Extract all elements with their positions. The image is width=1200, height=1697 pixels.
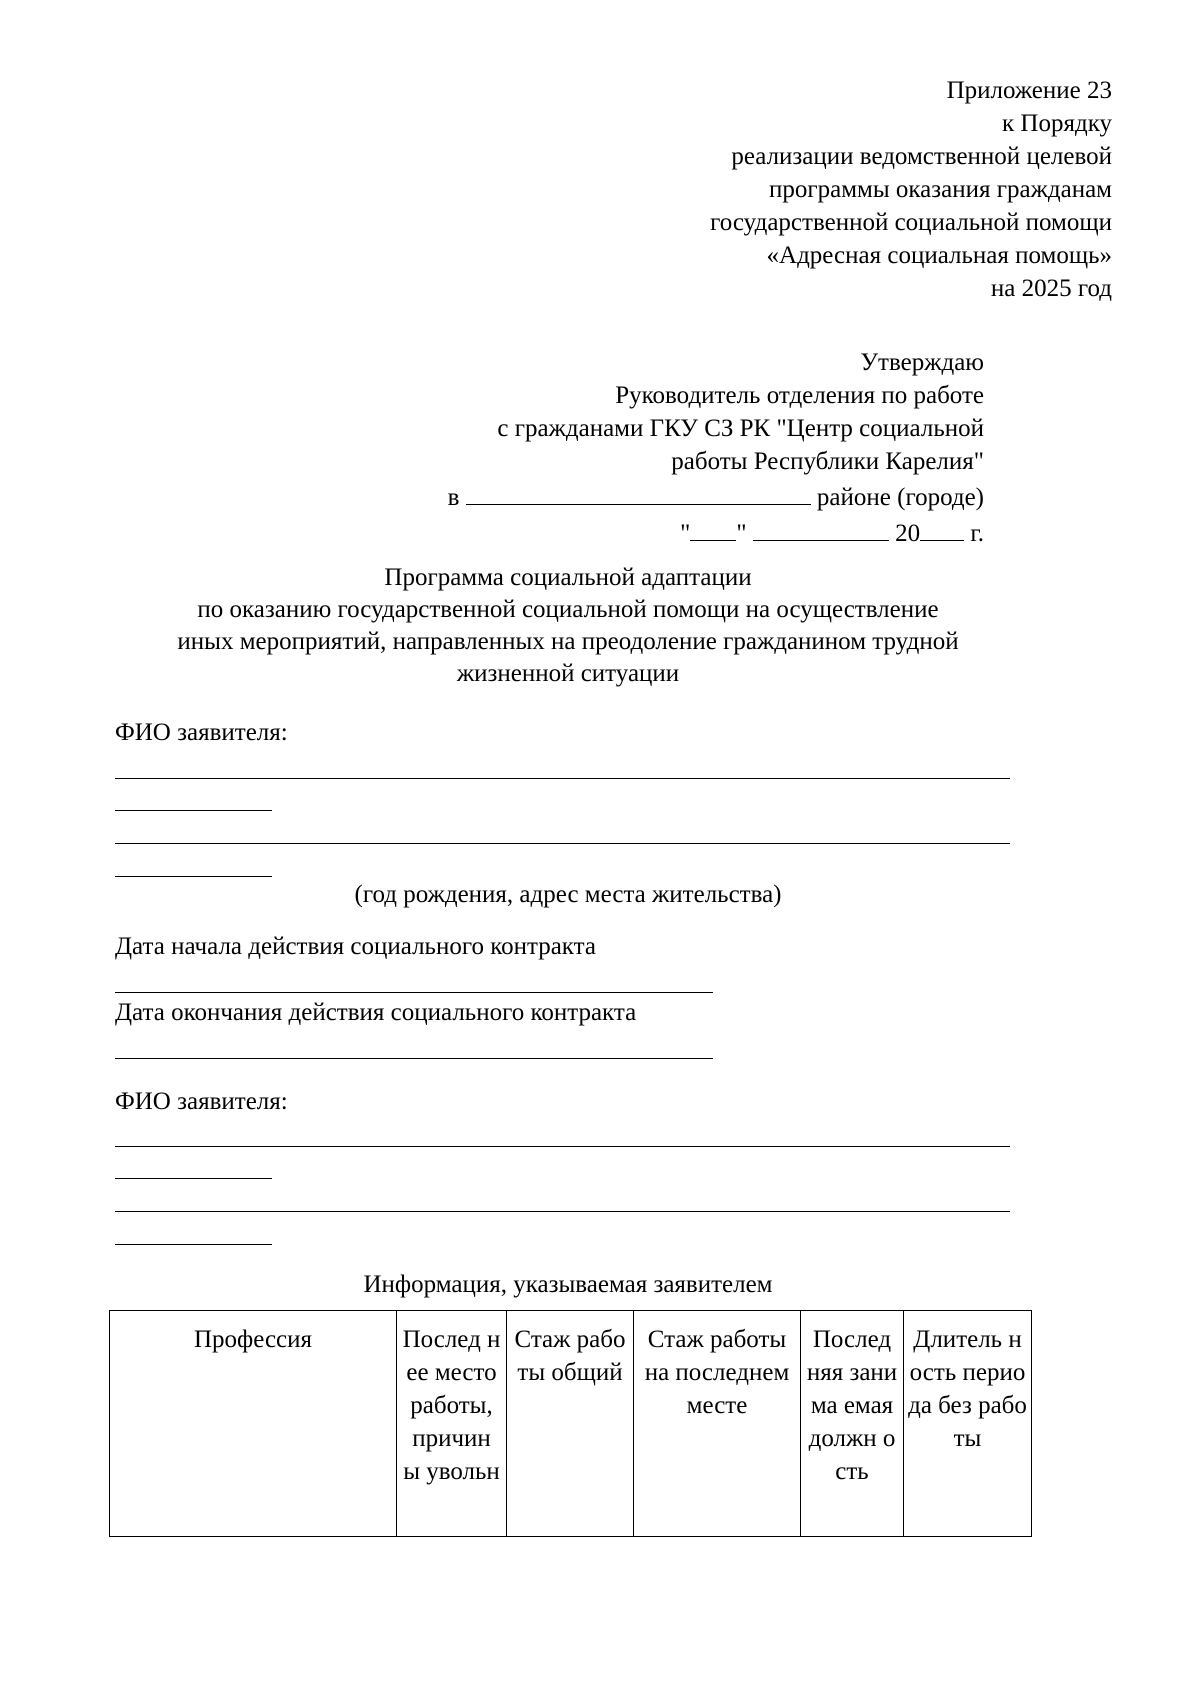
approval-line: Руководитель отделения по работе xyxy=(615,382,984,409)
approval-block xyxy=(448,346,984,550)
applicant-name-label: ФИО заявителя: xyxy=(115,1088,288,1115)
contract-start-label: Дата начала действия социального контракта xyxy=(115,933,596,960)
date-day-blank-field[interactable] xyxy=(690,514,736,541)
date-quote-close: " xyxy=(736,520,747,547)
date-year-prefix: 20 xyxy=(895,520,921,547)
date-month-blank-field[interactable] xyxy=(753,514,889,541)
district-line xyxy=(448,478,984,514)
column-header-last-position: Послед няя занима емая должн ость xyxy=(801,1311,904,1537)
appendix-line: государственной социальной помощи xyxy=(710,209,1112,236)
approval-line: с гражданами ГКУ СЗ РК "Центр социальной xyxy=(497,415,984,442)
appendix-line: на 2025 год xyxy=(990,275,1112,302)
birth-address-caption: (год рождения, адрес места жительства) xyxy=(354,881,782,908)
column-header-total-experience: Стаж работы общий xyxy=(507,1311,634,1537)
appendix-reference xyxy=(710,74,1112,305)
contract-end-label: Дата окончания действия социального контракта xyxy=(115,999,637,1026)
appendix-line: «Адресная социальная помощь» xyxy=(766,242,1112,269)
date-quote-open: " xyxy=(680,520,691,547)
applicant-info-table xyxy=(109,1310,1032,1537)
column-header-profession: Профессия xyxy=(110,1311,397,1537)
applicant-name-blank-line[interactable] xyxy=(115,1146,1010,1147)
applicant-name-blank-line[interactable] xyxy=(115,778,1010,779)
contract-end-blank-line[interactable] xyxy=(115,1058,713,1059)
appendix-line: реализации ведомственной целевой xyxy=(731,143,1112,170)
district-blank-field[interactable] xyxy=(466,478,811,505)
table-header-row xyxy=(110,1311,1032,1537)
title-line: жизненной ситуации xyxy=(456,660,680,687)
column-header-last-place-experience: Стаж работы на последнем месте xyxy=(634,1311,801,1537)
info-table-caption: Информация, указываемая заявителем xyxy=(363,1271,773,1298)
applicant-name-label: ФИО заявителя: xyxy=(115,719,288,746)
date-year-blank-field[interactable] xyxy=(920,514,964,541)
title-line: иных мероприятий, направленных на преодоление гражданином трудной xyxy=(177,628,959,655)
document-title xyxy=(0,562,1136,690)
date-suffix: г. xyxy=(970,520,984,547)
contract-start-blank-line[interactable] xyxy=(115,992,713,993)
title-line: Программа социальной адаптации xyxy=(384,564,752,591)
column-header-unemployment-duration: Длитель ность периода без работы xyxy=(904,1311,1032,1537)
column-header-last-workplace: Послед нее место работы, причин ы увольн xyxy=(397,1311,507,1537)
applicant-name-blank-line[interactable] xyxy=(115,876,272,877)
applicant-name-blank-line[interactable] xyxy=(115,1178,272,1179)
appendix-line: программы оказания гражданам xyxy=(769,176,1112,203)
applicant-name-blank-line[interactable] xyxy=(115,1211,1010,1212)
appendix-line: к Порядку xyxy=(1002,110,1112,137)
title-line: по оказанию государственной социальной помощи на осуществление xyxy=(197,596,939,623)
applicant-name-blank-line[interactable] xyxy=(115,843,1010,844)
district-prefix: в xyxy=(447,484,460,511)
approval-line: Утверждаю xyxy=(860,349,984,376)
applicant-name-blank-line[interactable] xyxy=(115,1244,272,1245)
applicant-name-blank-line[interactable] xyxy=(115,810,272,811)
approval-date-line xyxy=(448,514,984,550)
approval-line: работы Республики Карелия" xyxy=(671,448,984,475)
district-suffix: районе (городе) xyxy=(816,484,984,511)
appendix-line: Приложение 23 xyxy=(946,77,1112,104)
